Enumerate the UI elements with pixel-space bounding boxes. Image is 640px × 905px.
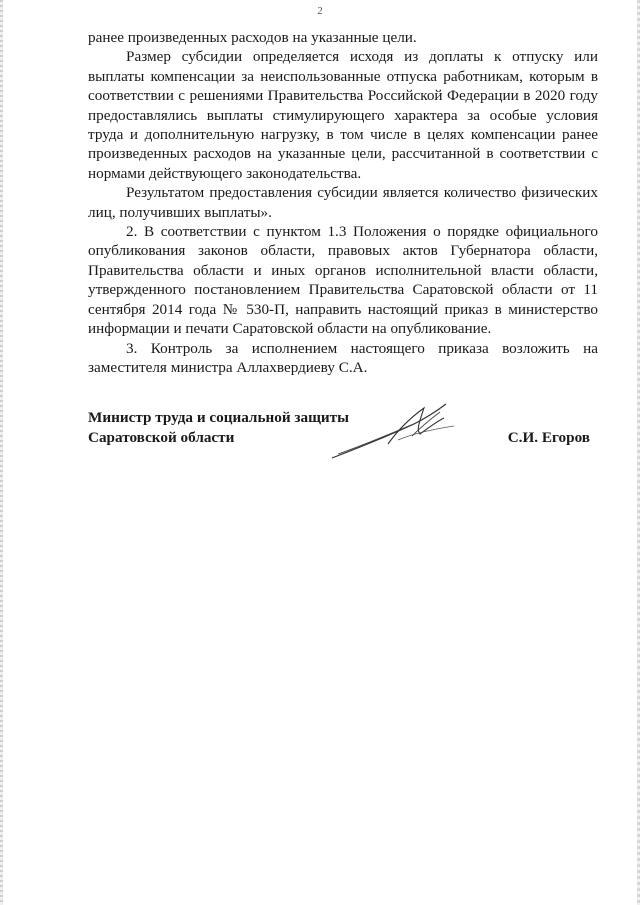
- signatory-name: С.И. Егоров: [507, 428, 590, 446]
- signature-block: [88, 408, 598, 468]
- paragraph-continuation: ранее произведенных расходов на указанные цели.: [88, 29, 417, 46]
- signatory-title-line-2: Саратовской области: [88, 428, 235, 446]
- handwritten-signature: [328, 400, 458, 462]
- signatory-title-line-1: Министр труда и социальной защиты: [88, 409, 349, 426]
- paragraph-item-2-publication: 2. В соответствии с пунктом 1.3 Положения о порядке официального опубликования законов области, правовых актов Губернатора области, Правительства области и иных органов исполнительной власти области, утвержденного постановлением Правительства Саратовской области от 11 сентября 2014 года № 530-П, направить настоящий приказ в министерство информации и печати Саратовской области на опубликование.: [88, 223, 598, 338]
- document-body: [88, 28, 598, 377]
- paragraph-subsidy-amount: Размер субсидии определяется исходя из доплаты к отпуску или выплаты компенсации за неиспользованные отпуска работникам, которым в соответствии с решениями Правительства Российской Федерации в 2020 году предоставлялись выплаты стимулирующего характера за особые условия труда и дополнительную нагрузку, в том числе в целях компенсации ранее произведенных расходов на указанные цели, рассчитанной в соответствии с нормами действующего законодательства.: [88, 48, 598, 182]
- paragraph-subsidy-result: Результатом предоставления субсидии является количество физических лиц, получивших выплаты».: [88, 184, 598, 221]
- scan-edge-left: [0, 0, 3, 905]
- paragraph-item-3-control: 3. Контроль за исполнением настоящего приказа возложить на заместителя министра Аллахвердиеву С.А.: [88, 339, 598, 376]
- page-number: 2: [317, 5, 323, 17]
